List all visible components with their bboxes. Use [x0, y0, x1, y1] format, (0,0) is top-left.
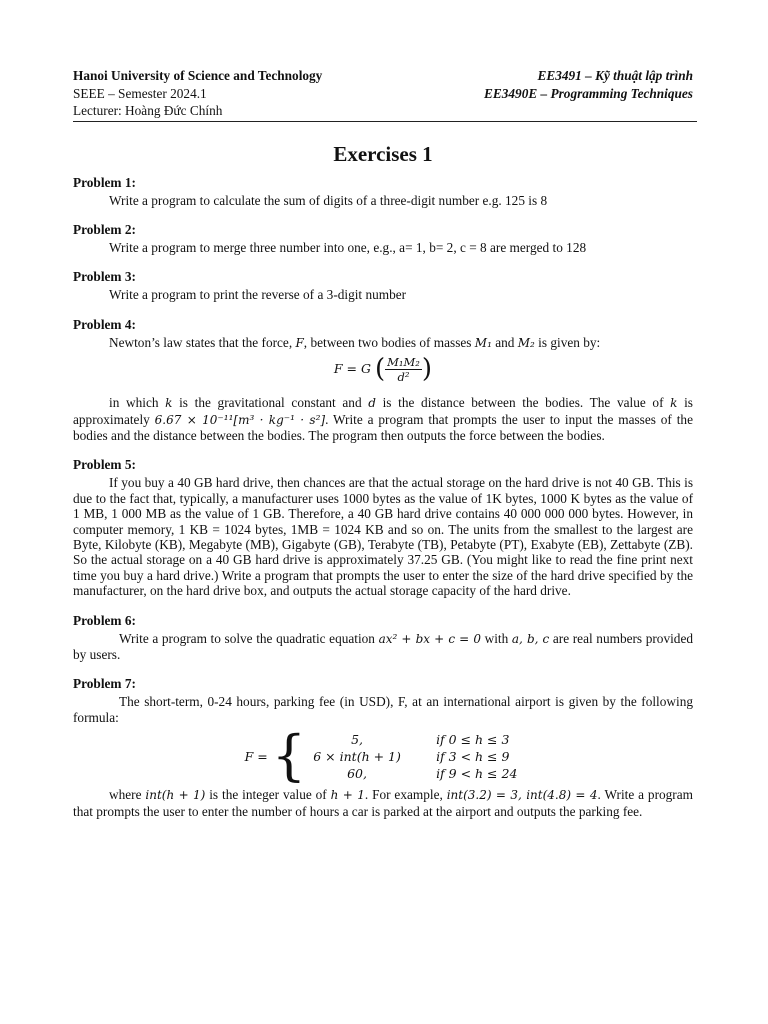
problem-1-title: Problem 1:	[73, 174, 136, 190]
newton-equation: F = G ( $\frac{\text{M₁M₂}}{\text{d²}}$ )	[333, 353, 433, 385]
case-row: 5, if 0 ≤ h ≤ 3	[351, 731, 510, 747]
header-right	[484, 67, 693, 120]
problem-3-text: Write a program to print the reverse of a 3-digit number	[109, 287, 407, 303]
course-vi: EE3491 – Kỹ thuật lập trình	[537, 68, 693, 83]
problem-4-intro: Newton’s law states that the force, F, between two bodies of masses M₁ and M₂ is given by:	[109, 334, 601, 350]
problem-7-title: Problem 7:	[73, 676, 136, 692]
problem-1-text: Write a program to calculate the sum of digits of a three-digit number e.g. 125 is 8	[109, 192, 548, 208]
case-row: 60, if 9 < h ≤ 24	[347, 765, 518, 781]
page-title: Exercises 1	[333, 141, 433, 166]
university-name: Hanoi University of Science and Technology	[73, 68, 323, 83]
problem-2-text: Write a program to merge three number into one, e.g., a= 1, b= 2, c = 8 are merged to 128	[109, 239, 587, 255]
lecturer: Lecturer: Hoàng Đức Chính	[73, 103, 223, 118]
problem-3-title: Problem 3:	[73, 269, 136, 285]
problem-5-title: Problem 5:	[73, 457, 136, 473]
formula-cases	[308, 731, 521, 782]
header	[73, 67, 693, 120]
problem-6-title: Problem 6:	[73, 612, 136, 628]
header-rule	[73, 121, 697, 122]
case-row: 6 × int(h + 1) if 3 < h ≤ 9	[313, 748, 510, 764]
problem-7-body: where int(h + 1) is the integer value of h + 1. For example, int(3.2) = 3, int(4.8) = 4. Write a program that prompts the user to enter the number of hours a car is parked at the airport and outputs the parking fee.	[73, 787, 693, 819]
semester: SEEE – Semester 2024.1	[73, 85, 207, 101]
document-page	[73, 67, 693, 819]
problem-4-body: in which k is the gravitational constant and d is the distance between the bodies. The value of k is approximately 6.67 × 10⁻¹¹[m³ · kg⁻¹ · s²]. Write a program that prompts the user to input the masses of the bodies and the distance between the bodies. The program then outputs the force between the bodies.	[73, 395, 693, 443]
equation-fraction: $\frac{\text{M₁M₂}}{\text{d²}}$	[387, 355, 420, 385]
problem-4-title: Problem 4:	[73, 316, 136, 332]
problem-6-text: Write a program to solve the quadratic equation ax² + bx + c = 0 with a, b, c are real numbers provided by users.	[73, 630, 693, 662]
problem-2-title: Problem 2:	[73, 221, 136, 237]
header-left	[73, 67, 322, 120]
parking-fee-formula: F = { 5, if 0 ≤ h ≤ 3 6 × int(h + 1) if 3 < h ≤ 9 60, if 9 < h ≤ 24	[73, 729, 693, 783]
problem-5-text: If you buy a 40 GB hard drive, then chances are that the actual storage on the hard drive is not 40 GB. This is due to the fact that, typically, a manufacturer uses 1000 bytes as the value of 1K bytes, 1000 K bytes as the value of 1 MB, 1 000 MB as the value of 1 GB. Therefore, a 40 GB hard drive contains 40 000 000 000 bytes. However, in computer memory, 1 KB = 1024 bytes, 1MB = 1024 KB and so on. The units from the smallest to the largest are Byte, Kilobyte (KB), Megabyte (MB), Gigabyte (GB), Terabyte (TB), Petabyte (PT), Exabyte (EB), Zettabyte (ZB). So the actual storage on a 40 GB hard drive is approximately 37.25 GB. (You might like to read the fine print next time you buy a hard drive.) Write a program that prompts the user to enter the size of the hard drive specified by the manufacturer, on the hard drive box, and outputs the actual storage capacity of the hard drive.	[73, 475, 693, 599]
left-brace: {	[271, 724, 307, 788]
course-en: EE3490E – Programming Techniques	[484, 85, 693, 101]
problem-7-intro: The short-term, 0-24 hours, parking fee (in USD), F, at an international airport is given by the following formula:	[73, 694, 693, 725]
